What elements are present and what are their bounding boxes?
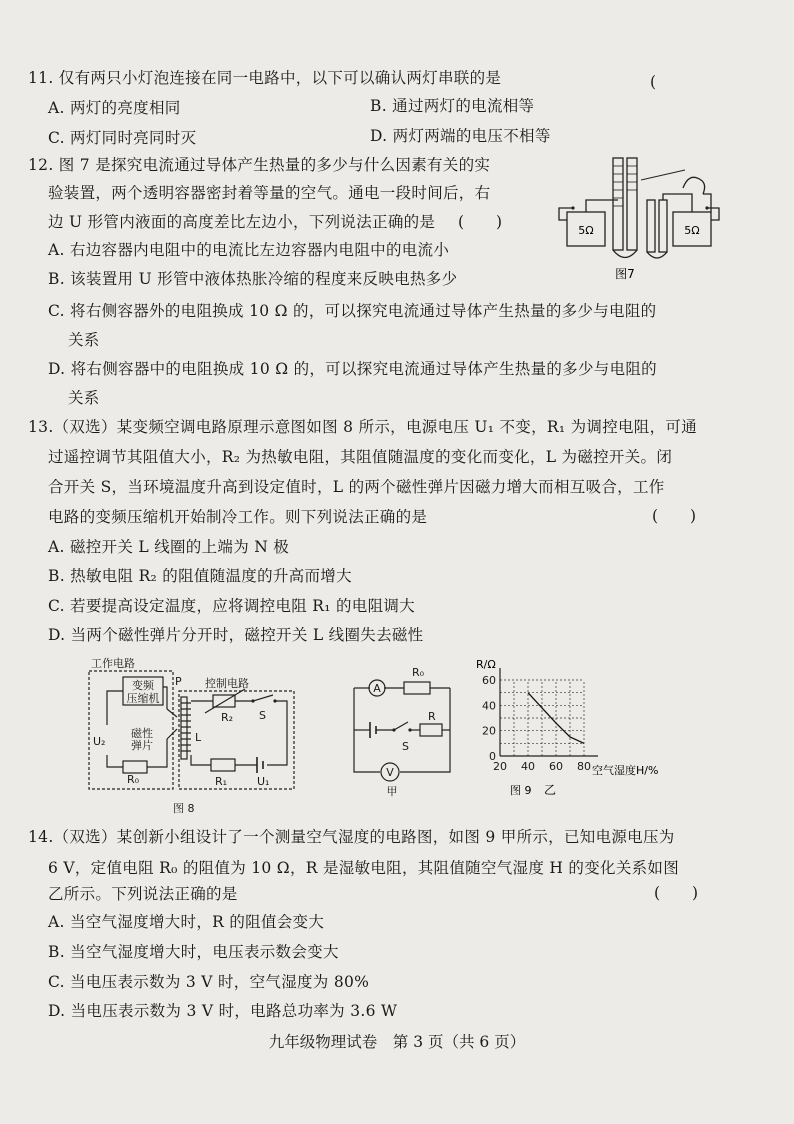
chart-y-tick-label: 0 (489, 750, 496, 763)
fig8-compressor-label-1: 变频 (132, 679, 154, 692)
q12-option-d-line2: 关系 (68, 389, 100, 407)
fig9b-ylabel: R/Ω (476, 658, 496, 671)
fig8-r0-label: R₀ (127, 773, 140, 786)
fig8-spring-label-1: 磁性 (131, 727, 153, 740)
q14-option-d: D. 当电压表示数为 3 V 时，电路总功率为 3.6 W (48, 1002, 398, 1020)
chart-y-tick-label: 40 (482, 699, 496, 713)
fig8-caption: 图 8 (173, 802, 195, 815)
fig9a-ammeter-label: A (373, 682, 381, 695)
q12-option-c-line2: 关系 (68, 331, 100, 349)
q13-option-b: B. 热敏电阻 R₂ 的阻值随温度的升高而增大 (48, 567, 352, 585)
chart-x-tick-label: 60 (549, 760, 563, 773)
figure-9b-chart (470, 656, 700, 826)
q13-stem-3: 合开关 S，当环境温度升高到设定值时，L 的两个磁性弹片因磁力增大而相互吸合，工作 (48, 478, 665, 496)
q11-bracket: ( (650, 73, 657, 91)
fig8-spring-label-2: 弹片 (131, 739, 153, 752)
chart-x-tick-label: 20 (493, 760, 507, 773)
q12-stem-1: 12. 图 7 是探究电流通过导体产生热量的多少与什么因素有关的实 (28, 156, 491, 174)
fig8-u2-label: U₂ (93, 735, 106, 748)
q12-option-d-line1: D. 将右侧容器中的电阻换成 10 Ω 的，可以探究电流通过导体产生热量的多少与电阻的 (48, 360, 657, 378)
fig8-r2-label: R₂ (221, 711, 234, 724)
q13-bracket: ( ) (652, 507, 697, 525)
figure-8 (85, 655, 300, 820)
q12-option-c-line1: C. 将右侧容器外的电阻换成 10 Ω 的，可以探究电流通过导体产生热量的多少与电阻的 (48, 302, 657, 320)
figure-7 (555, 150, 725, 290)
fig8-coil-label: L (195, 731, 202, 744)
fig8-switch-label: S (259, 709, 266, 722)
q12-option-b: B. 该装置用 U 形管中液体热胀冷缩的程度来反映电热多少 (48, 270, 458, 288)
chart-y-tick-label: 60 (482, 674, 496, 687)
q13-stem-1: 13.（双选）某变频空调电路原理示意图如图 8 所示，电源电压 U₁ 不变，R₁ 为调控电阻，可通 (28, 418, 698, 436)
q11-stem: 11. 仅有两只小灯泡连接在同一电路中，以下可以确认两灯串联的是 (28, 69, 502, 87)
q11-option-b: B. 通过两灯的电流相等 (370, 97, 535, 115)
q12-option-a: A. 右边容器内电阻中的电流比左边容器内电阻中的电流小 (48, 241, 450, 259)
chart-x-tick-label: 40 (521, 760, 535, 773)
q11-option-d: D. 两灯两端的电压不相等 (370, 127, 551, 145)
fig9a-switch-label: S (402, 740, 409, 753)
figure-9a (340, 660, 470, 800)
q14-stem-1: 14.（双选）某创新小组设计了一个测量空气湿度的电路图，如图 9 甲所示，已知电源电压为 (28, 828, 675, 846)
fig9-caption: 图 9 (510, 784, 532, 797)
q14-option-c: C. 当电压表示数为 3 V 时，空气湿度为 80% (48, 973, 370, 991)
fig7-left-resistor-label: 5Ω (578, 224, 594, 237)
page-footer: 九年级物理试卷 第 3 页（共 6 页） (268, 1033, 526, 1051)
fig9b-caption: 乙 (543, 783, 557, 797)
fig8-control-circuit-label: 控制电路 (205, 677, 249, 690)
q11-option-c: C. 两灯同时亮同时灭 (48, 129, 197, 147)
fig8-point-p: P (175, 675, 182, 688)
fig8-r1-label: R₁ (215, 775, 228, 788)
fig9a-r-label: R (428, 710, 436, 723)
q12-bracket: ( ) (458, 213, 503, 231)
q11-option-a: A. 两灯的亮度相同 (48, 99, 181, 117)
q13-stem-2: 过遥控调节其阻值大小，R₂ 为热敏电阻，其阻值随温度的变化而变化，L 为磁控开关。闭 (48, 448, 673, 466)
fig9a-voltmeter-label: V (386, 766, 394, 779)
q14-option-b: B. 当空气湿度增大时，电压表示数会变大 (48, 943, 339, 961)
q12-stem-3: 边 U 形管内液面的高度差比左边小，下列说法正确的是 (48, 213, 436, 231)
q14-stem-2: 6 V，定值电阻 R₀ 的阻值为 10 Ω，R 是湿敏电阻，其阻值随空气湿度 H 的变化关系如图 (48, 859, 680, 877)
q13-stem-4: 电路的变频压缩机开始制冷工作。则下列说法正确的是 (48, 508, 428, 526)
fig8-compressor-label-2: 压缩机 (126, 692, 160, 705)
fig9a-caption: 甲 (386, 785, 398, 798)
q13-option-d: D. 当两个磁性弹片分开时，磁控开关 L 线圈失去磁性 (48, 626, 424, 644)
fig7-right-resistor-label: 5Ω (684, 224, 700, 237)
fig8-work-circuit-label: 工作电路 (91, 657, 135, 670)
fig9b-xlabel: 空气湿度H/% (592, 764, 659, 777)
fig8-u1-label: U₁ (257, 775, 270, 788)
chart-y-tick-label: 20 (482, 724, 496, 738)
q14-stem-3: 乙所示。下列说法正确的是 (48, 885, 238, 903)
q14-bracket: ( ) (654, 884, 699, 902)
q13-option-c: C. 若要提高设定温度，应将调控电阻 R₁ 的电阻调大 (48, 597, 416, 615)
fig9a-r0-label: R₀ (412, 666, 425, 679)
q13-option-a: A. 磁控开关 L 线圈的上端为 N 极 (48, 538, 290, 556)
fig7-caption: 图7 (615, 267, 635, 281)
chart-x-tick-label: 80 (577, 760, 591, 773)
q12-stem-2: 验装置，两个透明容器密封着等量的空气。通电一段时间后，右 (48, 184, 491, 202)
q14-option-a: A. 当空气湿度增大时，R 的阻值会变大 (48, 913, 325, 931)
